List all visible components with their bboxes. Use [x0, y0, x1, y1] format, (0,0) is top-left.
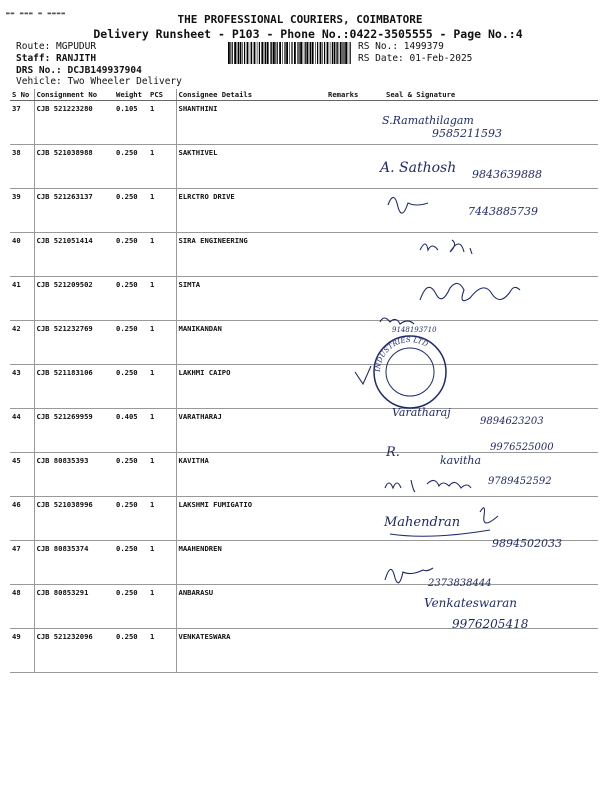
cell-consignment: CJB 521183106	[34, 365, 114, 409]
barcode-bar	[315, 42, 316, 64]
cell-weight: 0.405	[114, 409, 148, 453]
cell-remarks	[326, 189, 384, 233]
phone-39: 7443885739	[468, 205, 538, 218]
company-stamp-text: INDUSTRIES LTD	[373, 335, 430, 373]
cell-remarks	[326, 497, 384, 541]
cell-pcs: 1	[148, 409, 176, 453]
cell-weight: 0.250	[114, 497, 148, 541]
barcode-bar	[334, 42, 336, 64]
barcode-bar	[234, 42, 236, 64]
cell-signature	[384, 453, 598, 497]
cell-signature	[384, 409, 598, 453]
barcode-bar	[305, 42, 306, 64]
drs-label: DRS No.: DCJB149937904	[16, 65, 142, 76]
cell-remarks	[326, 453, 384, 497]
cell-consignment: CJB 80853291	[34, 585, 114, 629]
barcode-bar	[291, 42, 292, 64]
barcode-bar	[259, 42, 260, 64]
barcode-bar	[238, 42, 239, 64]
cell-signature	[384, 145, 598, 189]
signature-47: Mahendran	[384, 515, 461, 530]
cell-sno: 42	[10, 321, 34, 365]
cell-pcs: 1	[148, 145, 176, 189]
table-row	[10, 233, 598, 277]
table-row	[10, 541, 598, 585]
barcode-bar	[264, 42, 265, 64]
cell-consignee: SHANTHINI	[176, 101, 326, 145]
barcode-bar	[271, 42, 272, 64]
cell-sno: 49	[10, 629, 34, 673]
barcode-bar	[348, 42, 349, 64]
barcode-bar	[310, 42, 311, 64]
col-header-seal: Seal & Signature	[384, 89, 598, 101]
cell-consignment: CJB 521232096	[34, 629, 114, 673]
barcode-bar	[237, 42, 238, 64]
cell-remarks	[326, 145, 384, 189]
barcode-bar	[277, 42, 278, 64]
barcode-bar	[309, 42, 310, 64]
cell-weight: 0.250	[114, 277, 148, 321]
runsheet-rows	[10, 101, 598, 673]
barcode-bar	[254, 42, 256, 64]
cell-weight: 0.250	[114, 541, 148, 585]
cell-remarks	[326, 585, 384, 629]
barcode-bar	[312, 42, 314, 64]
phone-42: 9148193710	[392, 326, 437, 334]
cell-consignee: LAKHMI CAIPO	[176, 365, 326, 409]
route-label: Route: MGPUDUR	[16, 41, 97, 52]
barcode-bar	[250, 42, 251, 64]
cell-consignment: CJB 521038988	[34, 145, 114, 189]
signature-45: R.	[386, 445, 400, 460]
table-row	[10, 277, 598, 321]
cell-consignee: VENKATESWARA	[176, 629, 326, 673]
barcode-bar	[286, 42, 288, 64]
phone-47: 9894502033	[492, 537, 562, 550]
barcode-bar	[306, 42, 308, 64]
cell-sno: 45	[10, 453, 34, 497]
cell-signature	[384, 497, 598, 541]
table-row	[10, 321, 598, 365]
cell-consignment: CJB 521263137	[34, 189, 114, 233]
cell-consignee: LAKSHMI FUMIGATIO	[176, 497, 326, 541]
cell-consignment: CJB 521232769	[34, 321, 114, 365]
cell-weight: 0.250	[114, 585, 148, 629]
cell-signature	[384, 365, 598, 409]
cell-weight: 0.250	[114, 145, 148, 189]
cell-consignee: SIMTA	[176, 277, 326, 321]
barcode-bar	[289, 42, 290, 64]
cell-consignee: MANIKANDAN	[176, 321, 326, 365]
barcode-bar	[242, 42, 243, 64]
phone-49: 9976205418	[452, 617, 529, 631]
table-row	[10, 409, 598, 453]
company-name: THE PROFESSIONAL COURIERS, COIMBATORE	[177, 13, 423, 26]
barcode-bar	[282, 42, 283, 64]
cell-consignee: SIRA ENGINEERING	[176, 233, 326, 277]
cell-consignment: CJB 521269959	[34, 409, 114, 453]
phone-45: 9976525000	[490, 442, 554, 453]
runsheet-table	[10, 89, 598, 673]
cell-weight: 0.250	[114, 453, 148, 497]
barcode-bar	[324, 42, 325, 64]
barcode	[228, 42, 352, 64]
col-header-remarks: Remarks	[326, 89, 384, 101]
barcode-bar	[232, 42, 233, 64]
cell-remarks	[326, 101, 384, 145]
cell-signature	[384, 585, 598, 629]
cell-consignee: MAAHENDREN	[176, 541, 326, 585]
cell-weight: 0.105	[114, 101, 148, 145]
cell-pcs: 1	[148, 497, 176, 541]
cell-sno: 38	[10, 145, 34, 189]
cell-remarks	[326, 629, 384, 673]
cell-signature	[384, 277, 598, 321]
barcode-bar	[228, 42, 230, 64]
barcode-bar	[340, 42, 342, 64]
cell-pcs: 1	[148, 453, 176, 497]
barcode-bar	[270, 42, 271, 64]
col-header-consignment: Consignment No	[34, 89, 114, 101]
table-row	[10, 101, 598, 145]
barcode-bar	[273, 42, 275, 64]
cell-weight: 0.250	[114, 629, 148, 673]
phone-38: 9843639888	[472, 168, 542, 181]
barcode-bar	[267, 42, 269, 64]
cell-consignee: KAVITHA	[176, 453, 326, 497]
barcode-bar	[327, 42, 329, 64]
barcode-bar	[251, 42, 252, 64]
cell-pcs: 1	[148, 277, 176, 321]
barcode-bar	[297, 42, 298, 64]
cell-sno: 37	[10, 101, 34, 145]
cell-sno: 43	[10, 365, 34, 409]
barcode-bar	[343, 42, 344, 64]
col-header-sno: S No	[10, 89, 34, 101]
cell-pcs: 1	[148, 233, 176, 277]
table-header-row	[10, 89, 598, 101]
cell-pcs: 1	[148, 189, 176, 233]
col-header-pcs: PCS	[148, 89, 176, 101]
cell-weight: 0.250	[114, 233, 148, 277]
barcode-bar	[240, 42, 242, 64]
cell-consignee: ANBARASU	[176, 585, 326, 629]
cell-consignment: CJB 80835374	[34, 541, 114, 585]
cell-consignee: ELRCTRO DRIVE	[176, 189, 326, 233]
cell-weight: 0.250	[114, 365, 148, 409]
table-row	[10, 497, 598, 541]
cell-signature	[384, 189, 598, 233]
cell-remarks	[326, 321, 384, 365]
barcode-bar	[265, 42, 266, 64]
cell-weight: 0.250	[114, 189, 148, 233]
barcode-bar	[279, 42, 281, 64]
phone-37: 9585211593	[432, 127, 502, 140]
cell-signature	[384, 541, 598, 585]
barcode-bar	[337, 42, 338, 64]
table-row	[10, 145, 598, 189]
table-row	[10, 585, 598, 629]
barcode-bar	[298, 42, 299, 64]
barcode-bar	[330, 42, 331, 64]
cell-sno: 47	[10, 541, 34, 585]
cell-sno: 40	[10, 233, 34, 277]
cell-remarks	[326, 409, 384, 453]
cell-pcs: 1	[148, 541, 176, 585]
cell-sno: 48	[10, 585, 34, 629]
rs-date: RS Date: 01-Feb-2025	[358, 53, 473, 64]
signature-44: Varatharaj	[392, 406, 451, 419]
cell-signature	[384, 101, 598, 145]
vehicle-label: Vehicle: Two Wheeler Delivery	[16, 76, 182, 87]
barcode-bar	[350, 42, 351, 64]
cell-pcs: 1	[148, 321, 176, 365]
barcode-bar	[294, 42, 296, 64]
barcode-bar	[303, 42, 304, 64]
cell-consignment: CJB 521038996	[34, 497, 114, 541]
cell-sno: 46	[10, 497, 34, 541]
table-row	[10, 365, 598, 409]
barcode-bar	[342, 42, 343, 64]
cell-consignee: SAKTHIVEL	[176, 145, 326, 189]
barcode-bar	[317, 42, 318, 64]
cell-pcs: 1	[148, 365, 176, 409]
barcode-bar	[247, 42, 249, 64]
cell-pcs: 1	[148, 585, 176, 629]
table-row	[10, 453, 598, 497]
rs-number: RS No.: 1499379	[358, 41, 444, 52]
table-row	[10, 189, 598, 233]
cell-consignment: CJB 80835393	[34, 453, 114, 497]
cell-pcs: 1	[148, 101, 176, 145]
table-row	[10, 629, 598, 673]
barcode-bar	[244, 42, 245, 64]
barcode-bar	[257, 42, 258, 64]
name-45: kavitha	[440, 454, 482, 467]
signature-38: A. Sathosh	[380, 160, 457, 176]
cell-weight: 0.250	[114, 321, 148, 365]
col-header-weight: Weight	[114, 89, 148, 101]
signature-49: Venkateswaran	[424, 596, 517, 610]
barcode-bar	[230, 42, 231, 64]
phone-44: 9894623203	[480, 416, 544, 427]
cell-consignee: VARATHARAJ	[176, 409, 326, 453]
barcode-bar	[345, 42, 347, 64]
cell-remarks	[326, 277, 384, 321]
cell-consignment: CJB 521051414	[34, 233, 114, 277]
cell-sno: 44	[10, 409, 34, 453]
barcode-bar	[300, 42, 302, 64]
scan-mark: ▬▬ ▬▬▬ ▬ ▬▬▬▬	[6, 10, 66, 17]
barcode-bar	[336, 42, 337, 64]
barcode-bar	[284, 42, 285, 64]
runsheet-title: Delivery Runsheet - P103 - Phone No.:0422-3505555 - Page No.:4	[93, 27, 523, 41]
cell-sno: 39	[10, 189, 34, 233]
signature-37: S.Ramathilagam	[382, 114, 474, 127]
cell-signature	[384, 629, 598, 673]
phone-48: 2373838444	[428, 578, 492, 589]
cell-remarks	[326, 233, 384, 277]
cell-signature	[384, 321, 598, 365]
cell-remarks	[326, 365, 384, 409]
cell-remarks	[326, 541, 384, 585]
cell-signature	[384, 233, 598, 277]
cell-pcs: 1	[148, 629, 176, 673]
barcode-bar	[332, 42, 333, 64]
barcode-bar	[275, 42, 276, 64]
phone-46: 9789452592	[488, 476, 552, 487]
barcode-bar	[320, 42, 322, 64]
cell-sno: 41	[10, 277, 34, 321]
cell-consignment: CJB 521223280	[34, 101, 114, 145]
staff-label: Staff: RANJITH	[16, 53, 97, 64]
barcode-bar	[261, 42, 263, 64]
col-header-consignee: Consignee Details	[176, 89, 326, 101]
cell-consignment: CJB 521209502	[34, 277, 114, 321]
barcode-bar	[322, 42, 323, 64]
